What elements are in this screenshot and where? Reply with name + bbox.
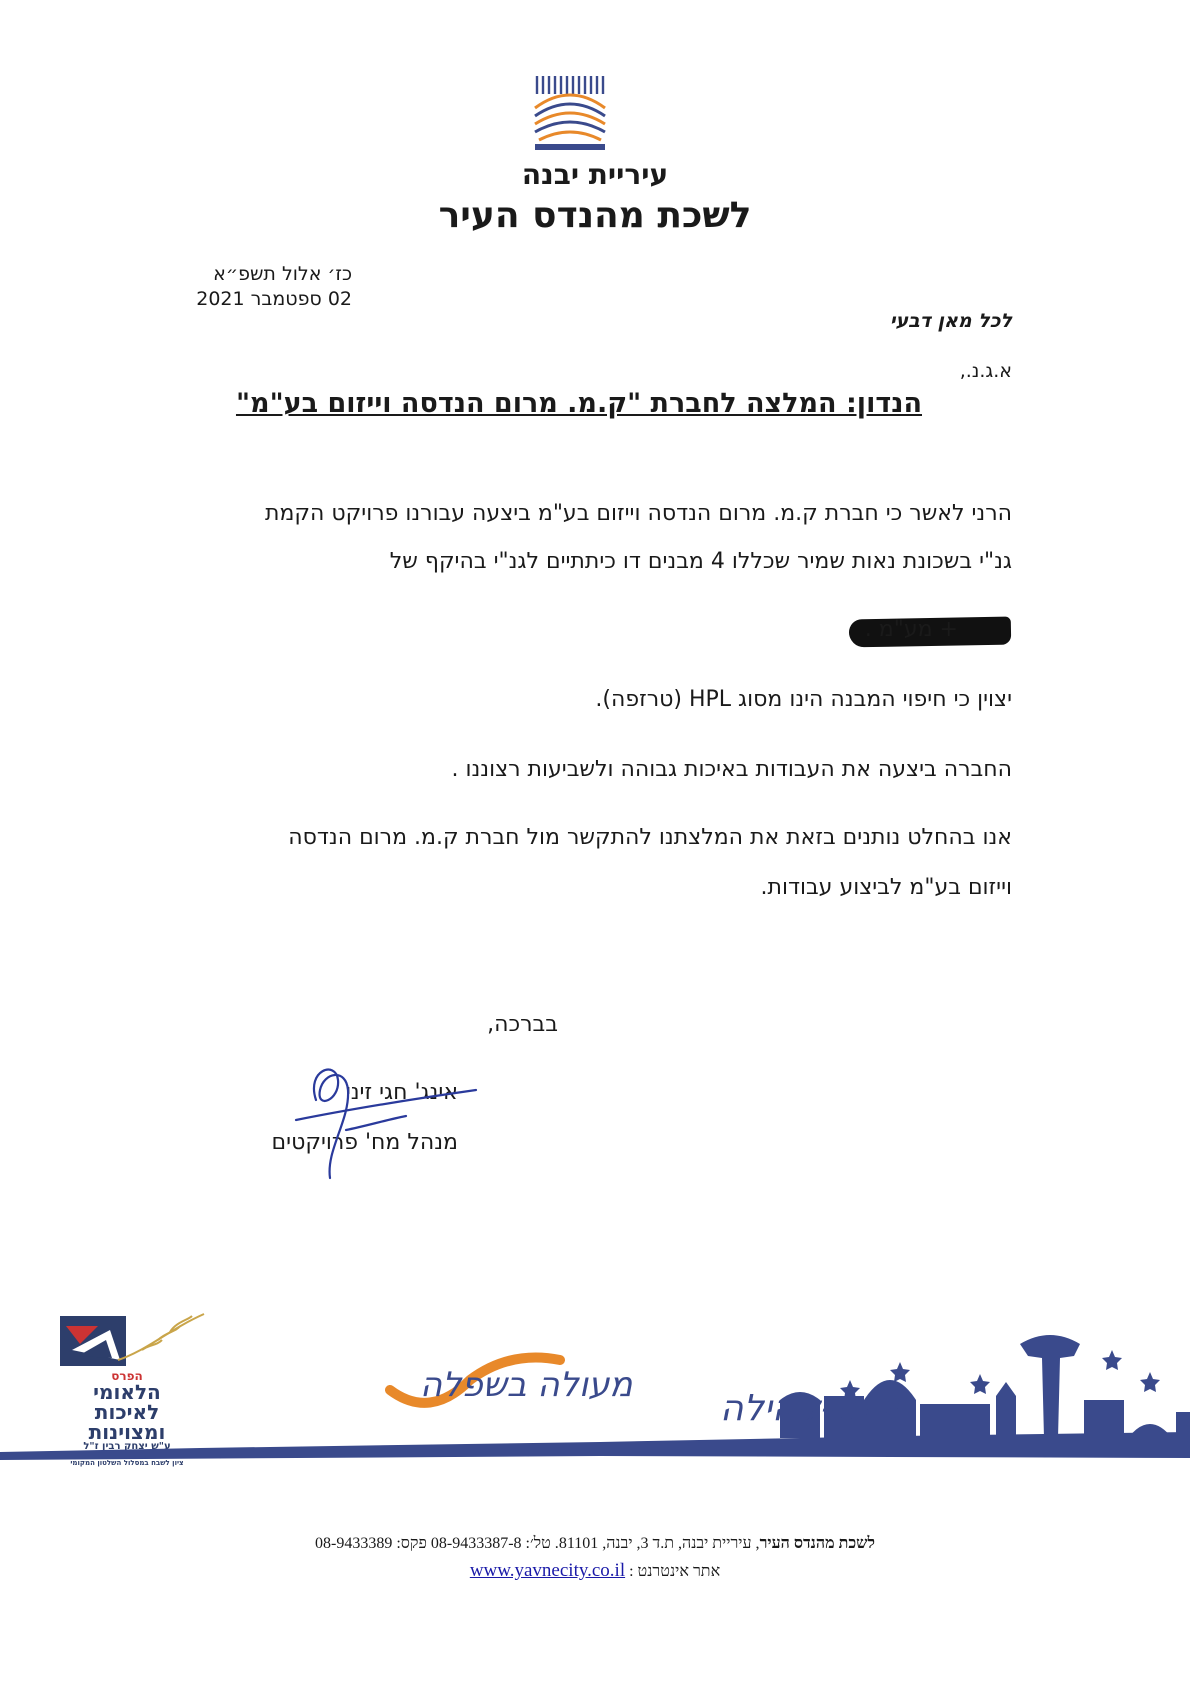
municipality-logo (533, 72, 607, 152)
handwritten-signature (286, 1060, 486, 1180)
city-name: עיריית יבנה (521, 158, 669, 191)
city-banner (0, 1300, 1190, 1460)
closing: בברכה, (487, 1012, 558, 1037)
department-name: לשכת מהנדס העיר (438, 195, 752, 236)
footer-website (0, 1560, 1190, 1582)
paragraph-2: יצוין כי חיפוי המבנה הינו מסוג HPL (טרזפה). (595, 687, 1012, 712)
paragraph-4-line-2: וייזום בע"מ לביצוע עבודות. (760, 875, 1012, 900)
award-line-4: ומצוינות (88, 1420, 166, 1444)
footer-address-text: , עיריית יבנה, ת.ד 3, יבנה, 81101. טל׳: 08-9433387-8 פקס: 08-9433389 (315, 1535, 760, 1552)
award-line-3: לאיכות (94, 1400, 160, 1424)
website-label: אתר אינטרנט : (629, 1563, 721, 1580)
signer-title: מנהל מח' פרויקטים (271, 1130, 458, 1155)
gregorian-date: 02 ספטמבר 2021 (196, 288, 352, 310)
paragraph-1-line-1: הרני לאשר כי חברת ק.מ. מרום הנדסה וייזום בע"מ ביצעה עבורנו פרויקט הקמת (265, 501, 1012, 526)
recipient: לכל מאן דבעי (889, 310, 1012, 332)
award-line-1: הפרס (111, 1369, 143, 1383)
paragraph-3: החברה ביצעה את העבודות באיכות גבוהה ולשביעות רצוננו . (451, 757, 1012, 782)
footer-office: לשכת מהנדס העיר (759, 1535, 875, 1552)
award-line-5: ע"ש יצחק רבין ז"ל (83, 1441, 171, 1452)
paragraph-4-line-1: אנו בהחלט נותנים בזאת את המלצתנו להתקשר מול חברת ק.מ. מרום הנדסה (288, 825, 1012, 850)
hebrew-date: כז׳ אלול תשפ״א (213, 263, 352, 285)
website-link[interactable]: www.yavnecity.co.il (469, 1560, 626, 1581)
slogan-part-2: מעולה בשפלה (420, 1365, 633, 1405)
subject-line: הנדון: המלצה לחברת "ק.מ. מרום הנדסה וייזום בע"מ" (235, 388, 922, 419)
greeting: א.ג.נ., (959, 360, 1012, 382)
paragraph-1-line-3: + מע"מ . (864, 617, 958, 642)
signer-name: אינג' חגי זיני (345, 1080, 458, 1105)
footer-address (0, 1535, 1190, 1553)
slogan-part-1: יבנה-קהילה (720, 1388, 901, 1429)
paragraph-1-line-2: גנ"י בשכונת נאות שמיר שכללו 4 מבנים דו כיתתיים לגנ"י בהיקף של (389, 549, 1012, 574)
award-line-7: ציון לשבח במסלול השלטון המקומי (70, 1459, 184, 1467)
award-line-2: הלאומי (93, 1380, 161, 1404)
